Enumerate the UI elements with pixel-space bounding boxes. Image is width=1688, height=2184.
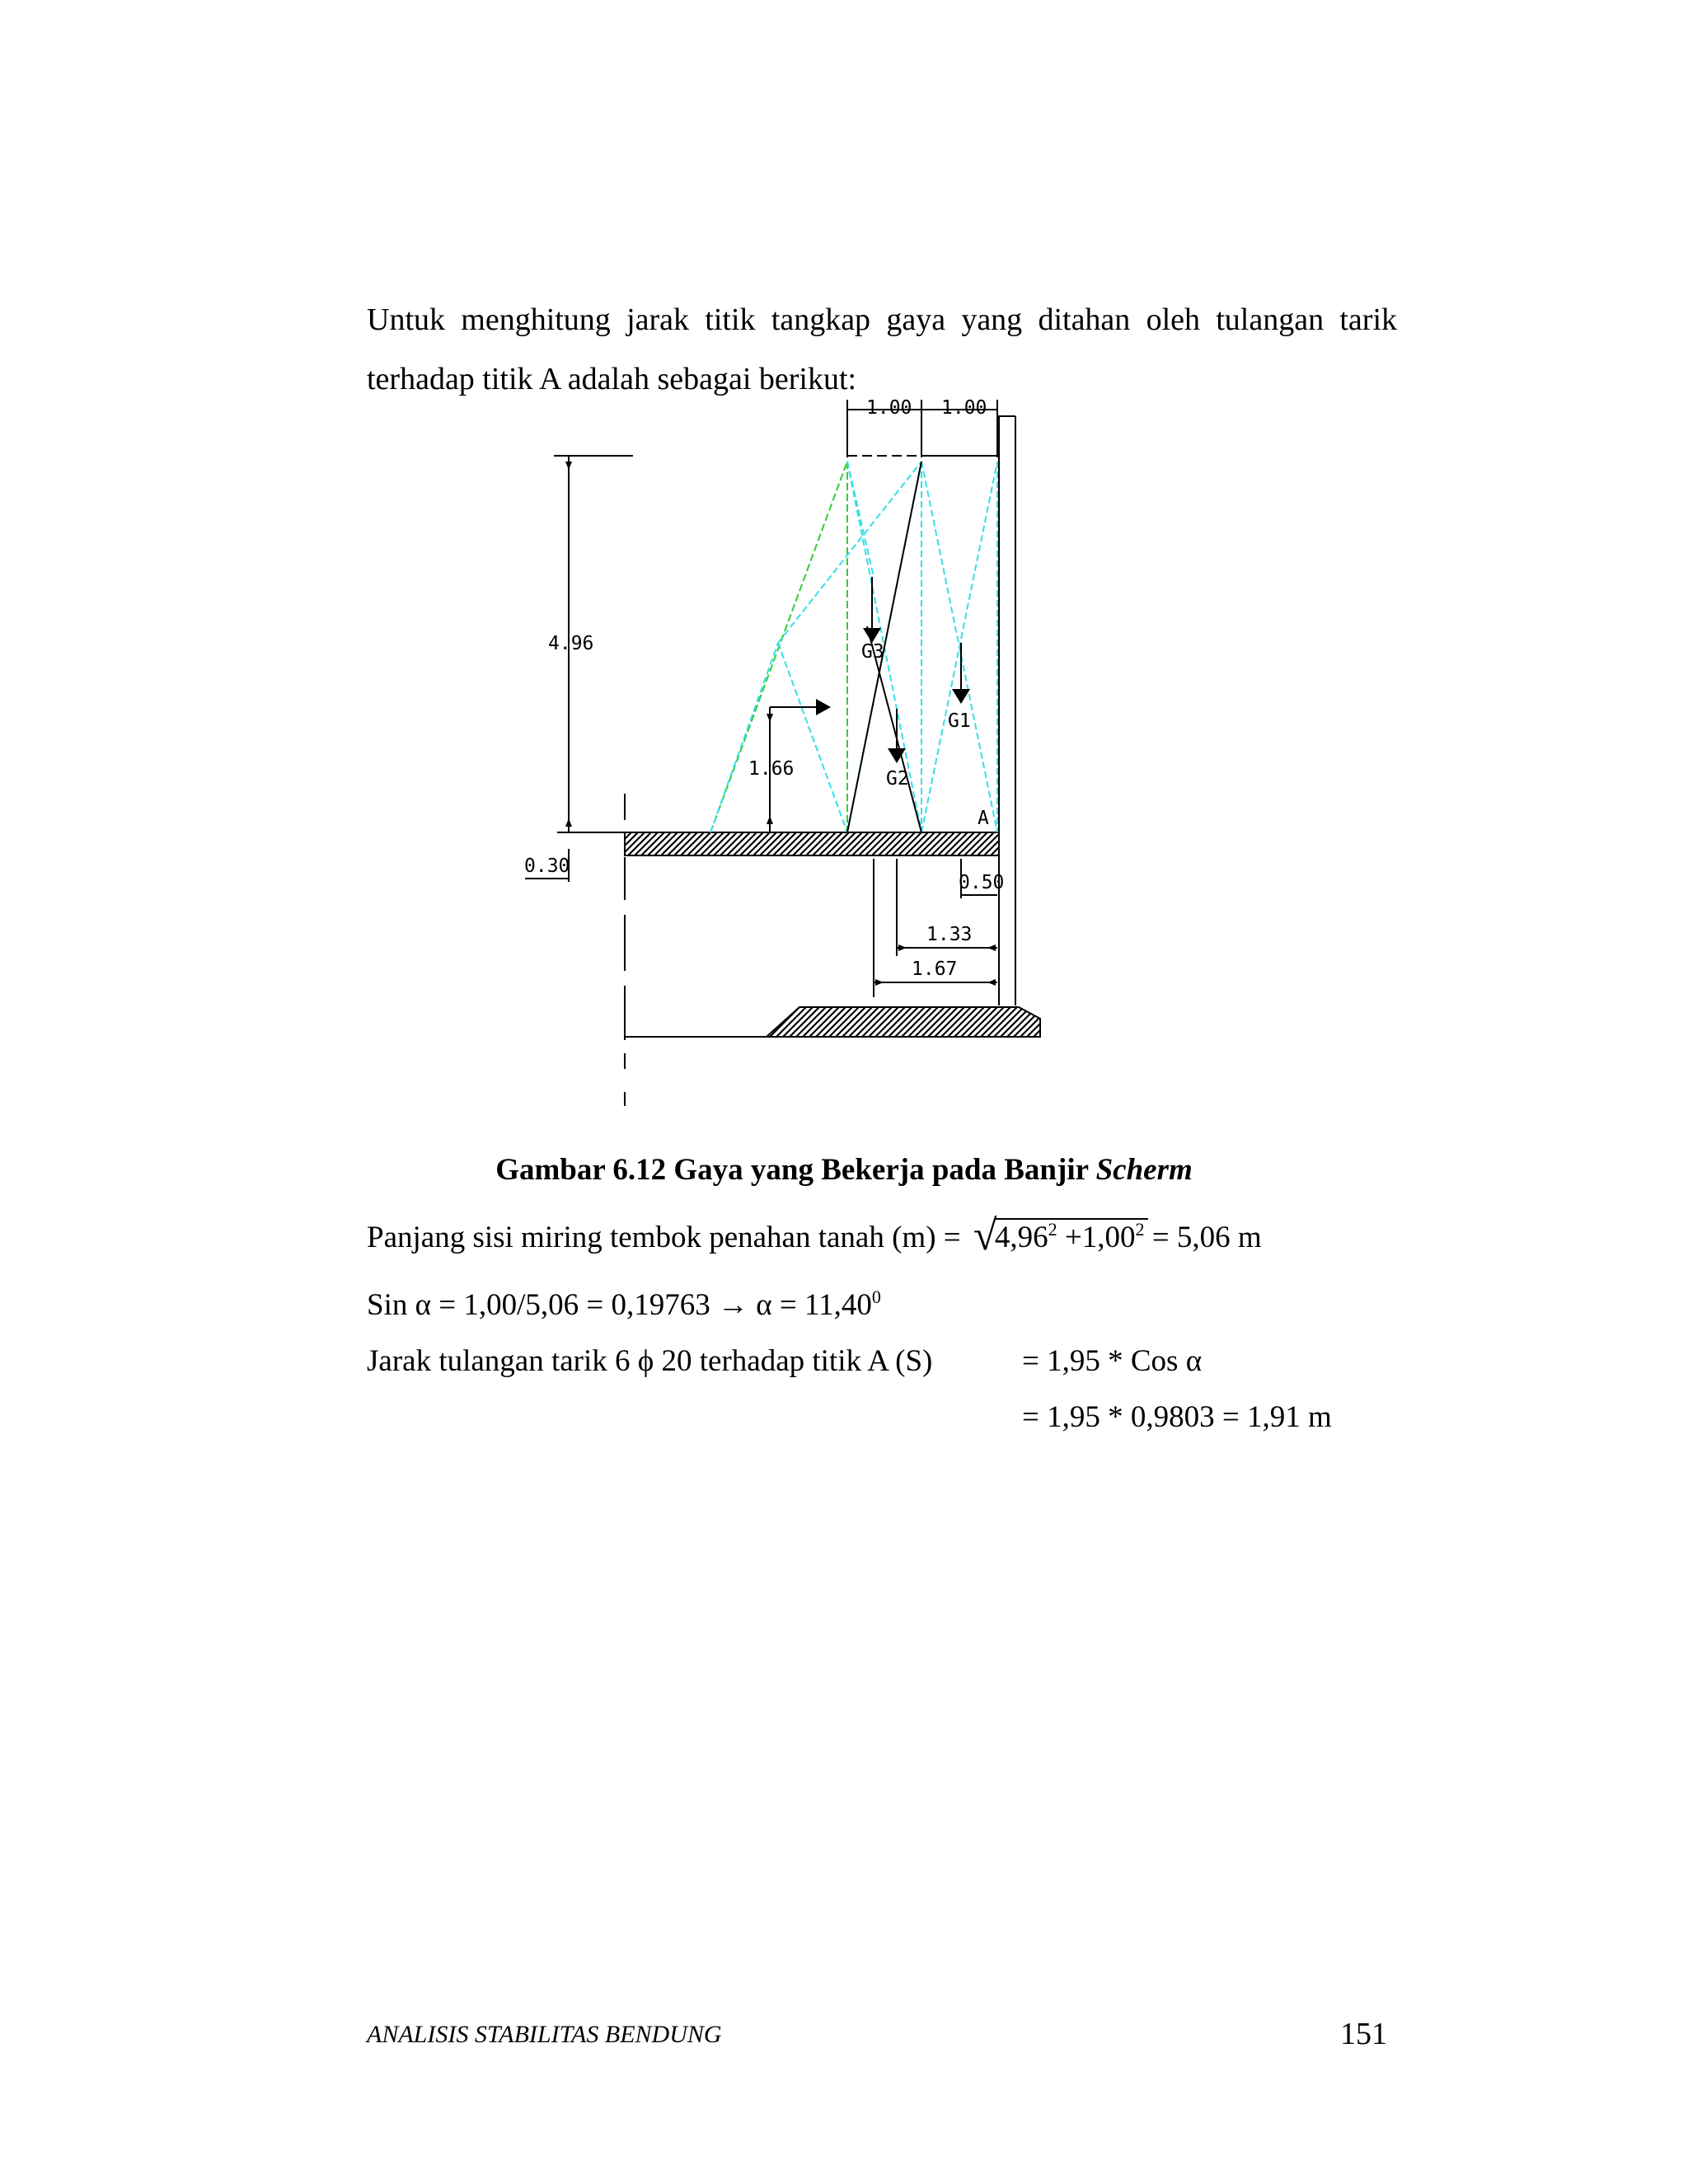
arrow-133-left bbox=[898, 944, 907, 951]
eq1-prefix: Panjang sisi miring tembok penahan tanah (m) = bbox=[367, 1221, 968, 1254]
eq1-plus: +1,00 bbox=[1057, 1221, 1136, 1254]
dim-167: 1.67 bbox=[912, 958, 958, 980]
equation-3-value: = 1,95 * Cos α bbox=[1022, 1344, 1203, 1378]
dim-mid-height: 1.66 bbox=[748, 758, 795, 780]
equation-3-label: Jarak tulangan tarik 6 ϕ 20 terhadap titik A (S) bbox=[367, 1344, 933, 1378]
caption-main: Gambar 6.12 Gaya yang Bekerja pada Banjir bbox=[495, 1153, 1096, 1187]
equation-2 bbox=[367, 1287, 881, 1323]
mid-arrow-bottom bbox=[767, 816, 773, 824]
dim-133: 1.33 bbox=[926, 924, 973, 945]
height-arrow-top bbox=[565, 462, 572, 470]
dim-top-left: 1.00 bbox=[866, 397, 912, 419]
g1-arrow bbox=[952, 689, 970, 704]
arrow-167-left bbox=[875, 979, 884, 986]
caption-italic: Scherm bbox=[1095, 1153, 1193, 1187]
equation-1 bbox=[367, 1212, 1262, 1259]
dim-height: 4.96 bbox=[548, 633, 594, 654]
page-number: 151 bbox=[1340, 2017, 1387, 2051]
arrow-167-right bbox=[987, 979, 996, 986]
label-g3: G3 bbox=[861, 641, 884, 663]
figure-caption bbox=[0, 1152, 1688, 1188]
eq2-text: Sin α = 1,00/5,06 = 0,19763 → α = 11,40 bbox=[367, 1288, 872, 1322]
equation-4-value: = 1,95 * 0,9803 = 1,91 m bbox=[1022, 1400, 1332, 1434]
dim-050: 0.50 bbox=[959, 872, 1005, 893]
slab bbox=[625, 832, 999, 855]
eq2-exp: 0 bbox=[871, 1286, 881, 1307]
foundation-hatch bbox=[767, 1007, 1040, 1037]
label-g1: G1 bbox=[948, 710, 971, 732]
sqrt-expression bbox=[973, 1212, 1145, 1259]
right-wall bbox=[997, 416, 1015, 1005]
eq1-exp2: 2 bbox=[1135, 1219, 1145, 1240]
height-arrow-bottom bbox=[565, 818, 572, 827]
paragraph-line-1: Untuk menghitung jarak titik tangkap gaya yang ditahan oleh tulangan tarik bbox=[367, 302, 1397, 337]
horizontal-force-arrow bbox=[816, 699, 831, 715]
dim-top-right: 1.00 bbox=[941, 397, 987, 419]
paragraph-line-2: terhadap titik A adalah sebagai berikut: bbox=[367, 362, 857, 396]
label-g2: G2 bbox=[886, 768, 909, 790]
eq1-suffix: = 5,06 m bbox=[1144, 1221, 1262, 1254]
eq1-a: 4,96 bbox=[994, 1221, 1048, 1254]
footer-title: ANALISIS STABILITAS BENDUNG bbox=[367, 2021, 722, 2048]
arrow-133-right bbox=[987, 944, 996, 951]
mid-arrow-top bbox=[767, 714, 773, 722]
dim-slab: 0.30 bbox=[524, 855, 570, 877]
label-a: A bbox=[978, 808, 989, 829]
radical-icon: √ bbox=[973, 1212, 997, 1259]
eq1-exp1: 2 bbox=[1048, 1219, 1057, 1240]
